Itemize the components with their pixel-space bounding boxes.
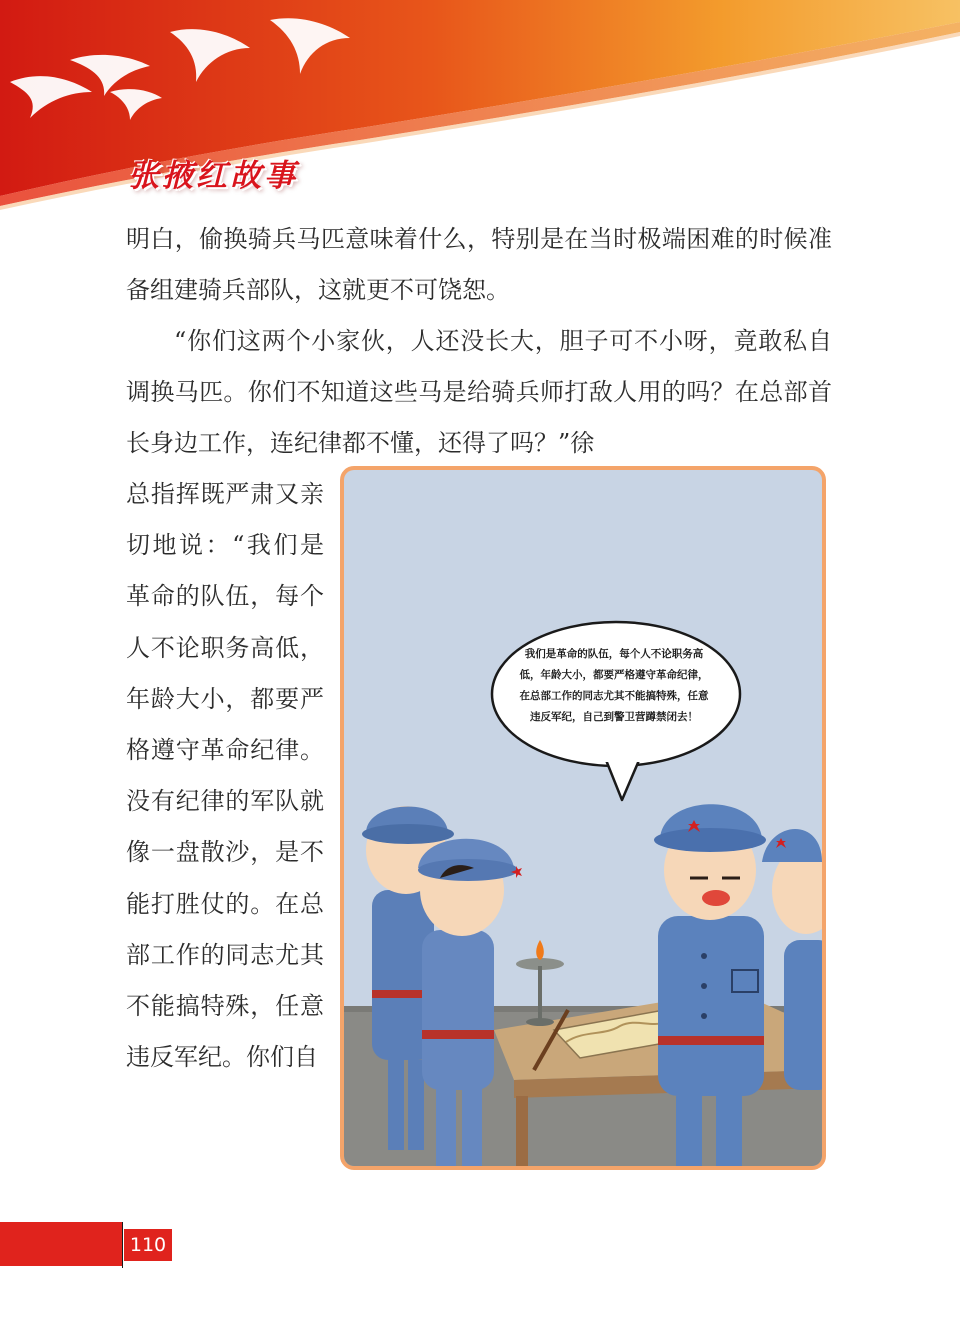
paragraph-column: 总指挥既严肃又亲切地说：“我们是革命的队伍，每个人不论职务高低，年龄大小，都要严格遵守革命纪律。没有纪律的军队就像一盘散沙，是不能打胜仗的。在总部工作的同志尤其不能搞特殊，任意违反军纪。你们自	[126, 480, 324, 1072]
page-number: 110	[124, 1229, 172, 1261]
series-title: 张掖红故事	[128, 158, 298, 194]
paragraph-dialogue: “你们这两个小家伙，人还没长大，胆子可不小呀，竟敢私自调换马匹。你们不知道这些马是给骑兵师打敌人用的吗？在总部首长身边工作，连纪律都不懂，还得了吗？”徐	[126, 327, 832, 457]
comic-illustration	[340, 466, 826, 1170]
speech-bubble-text: 我们是革命的队伍，每个人不论职务高低，年龄大小，都要严格遵守革命纪律，在总部工作的同志尤其不能搞特殊，任意违反军纪，自己到警卫营蹲禁闭去！	[519, 648, 709, 723]
footer-red-bar	[0, 1222, 122, 1266]
paragraph-continued: 明白，偷换骑兵马匹意味着什么，特别是在当时极端困难的时候准备组建骑兵部队，这就更不可饶恕。	[126, 225, 832, 304]
footer-divider	[122, 1222, 123, 1268]
